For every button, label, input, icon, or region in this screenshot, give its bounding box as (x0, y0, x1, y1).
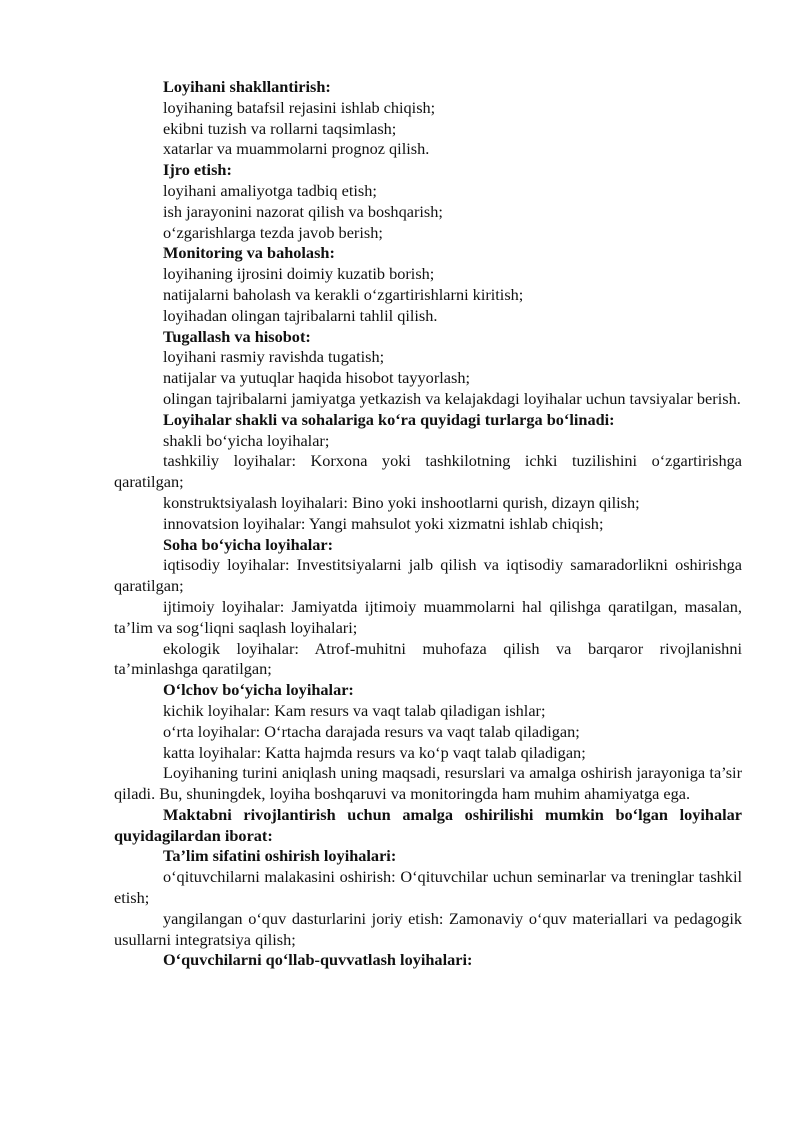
body-paragraph: yangilangan o‘quv dasturlarini joriy etish: Zamonaviy o‘quv materiallari va pedagogik usullarni integratsiya qilish; (114, 908, 742, 949)
section-heading: O‘lchov bo‘yicha loyihalar: (163, 680, 354, 700)
body-paragraph: ekologik loyihalar: Atrof-muhitni muhofaza qilish va barqaror rivojlanishni ta’minlashga qaratilgan; (114, 638, 742, 679)
body-paragraph: loyihadan olingan tajribalarni tahlil qilish. (163, 305, 438, 325)
body-paragraph: ish jarayonini nazorat qilish va boshqarish; (163, 201, 443, 221)
body-paragraph: o‘rta loyihalar: O‘rtacha darajada resurs va vaqt talab qiladigan; (163, 721, 580, 741)
body-paragraph: ijtimoiy loyihalar: Jamiyatda ijtimoiy muammolarni hal qilishga qaratilgan, masalan, ta’lim va sog‘liqni saqlash loyihalari; (114, 596, 742, 637)
document-page (114, 77, 742, 971)
body-paragraph: loyihani amaliyotga tadbiq etish; (163, 180, 377, 200)
section-heading: Ijro etish: (163, 160, 232, 180)
section-heading: Loyihalar shakli va sohalariga ko‘ra quyidagi turlarga bo‘linadi: (163, 409, 615, 429)
section-heading: Ta’lim sifatini oshirish loyihalari: (163, 846, 397, 866)
body-paragraph: Loyihaning turini aniqlash uning maqsadi, resurslari va amalga oshirish jarayoniga ta’sir qiladi. Bu, shuningdek, loyiha boshqaruvi va monitoringda ham muhim ahamiyatga ega. (114, 763, 742, 804)
body-paragraph: loyihaning ijrosini doimiy kuzatib borish; (163, 264, 435, 284)
body-paragraph: kichik loyihalar: Kam resurs va vaqt talab qiladigan ishlar; (163, 700, 546, 720)
body-paragraph: tashkiliy loyihalar: Korxona yoki tashkilotning ichki tuzilishini o‘zgartirishga qaratilgan; (114, 451, 742, 492)
section-heading: O‘quvchilarni qo‘llab-quvvatlash loyihalari: (163, 950, 473, 970)
section-heading: Tugallash va hisobot: (163, 326, 311, 346)
body-paragraph: ekibni tuzish va rollarni taqsimlash; (163, 118, 397, 138)
body-paragraph: olingan tajribalarni jamiyatga yetkazish va kelajakdagi loyihalar uchun tavsiyalar berish. (163, 388, 741, 408)
body-paragraph: shakli bo‘yicha loyihalar; (163, 430, 330, 450)
body-paragraph: natijalar va yutuqlar haqida hisobot tayyorlash; (163, 368, 470, 388)
body-paragraph: katta loyihalar: Katta hajmda resurs va ko‘p vaqt talab qiladigan; (163, 742, 586, 762)
section-heading: Maktabni rivojlantirish uchun amalga oshirilishi mumkin bo‘lgan loyihalar quyidagilardan iborat: (114, 804, 742, 845)
body-paragraph: loyihani rasmiy ravishda tugatish; (163, 347, 385, 367)
body-paragraph: o‘zgarishlarga tezda javob berish; (163, 222, 383, 242)
body-paragraph: xatarlar va muammolarni prognoz qilish. (163, 139, 430, 159)
body-paragraph: konstruktsiyalash loyihalari: Bino yoki inshootlarni qurish, dizayn qilish; (163, 492, 640, 512)
body-paragraph: o‘qituvchilarni malakasini oshirish: O‘qituvchilar uchun seminarlar va treninglar tashkil etish; (114, 867, 742, 908)
section-heading: Loyihani shakllantirish: (163, 77, 331, 96)
body-paragraph: natijalarni baholash va kerakli o‘zgartirishlarni kiritish; (163, 284, 524, 304)
body-paragraph: iqtisodiy loyihalar: Investitsiyalarni jalb qilish va iqtisodiy samaradorlikni oshirishga qaratilgan; (114, 555, 742, 596)
body-paragraph: innovatsion loyihalar: Yangi mahsulot yoki xizmatni ishlab chiqish; (163, 513, 604, 533)
section-heading: Monitoring va baholash: (163, 243, 335, 263)
section-heading: Soha bo‘yicha loyihalar: (163, 534, 334, 554)
body-paragraph: loyihaning batafsil rejasini ishlab chiqish; (163, 97, 436, 117)
